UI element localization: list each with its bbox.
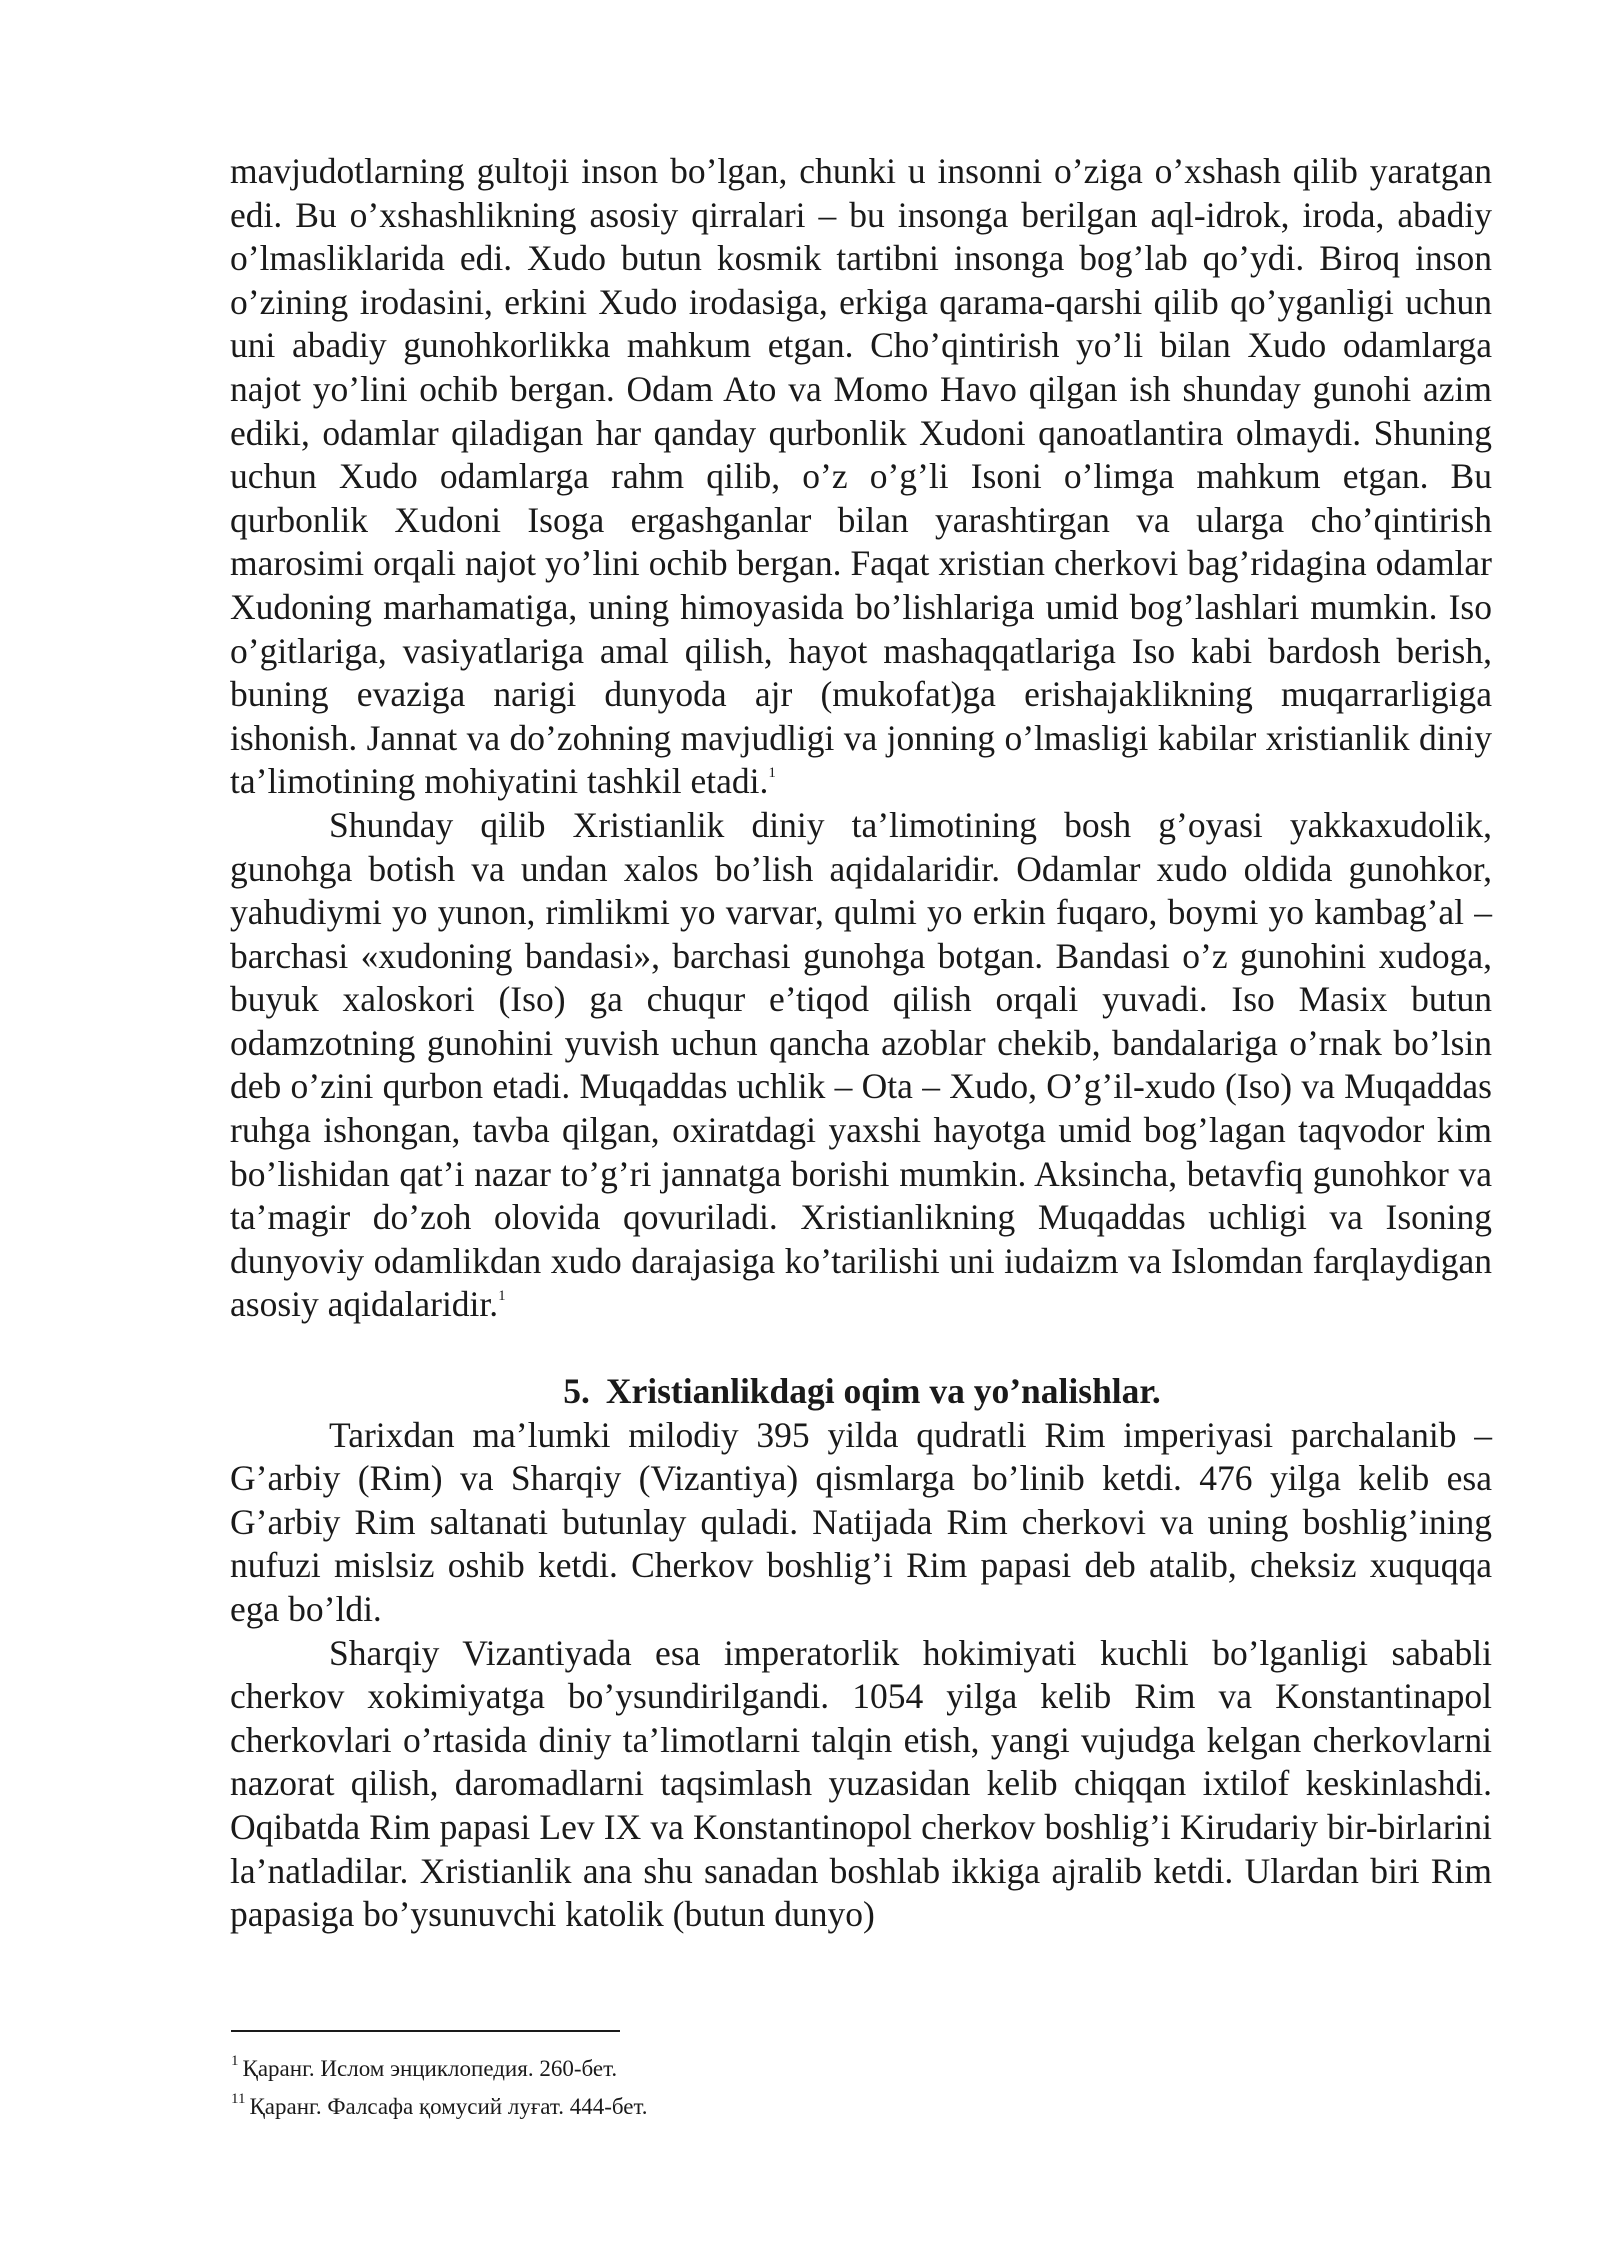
footnote-reference[interactable]: 1 xyxy=(498,1288,506,1305)
footnote-mark: 11 xyxy=(231,2091,246,2107)
paragraph-3-text: Tarixdan ma’lumki milodiy 395 yilda qudratli Rim imperiyasi parchalanib – G’arbiy (Rim) va Sharqiy (Vizantiya) qismlarga bo’linib ketdi. 476 yilga kelib esa G’arbiy Rim saltanati butunlay quladi. Natijada Rim cherkovi va uning boshlig’ining nufuzi mislsiz oshib ketdi. Cherkov boshlig’i Rim papasi deb atalib, cheksiz xuquqqa ega bo’ldi. xyxy=(230,1414,1492,1629)
body-paragraph-2 xyxy=(230,804,1492,1327)
footnote-text: Қаранг. Ислом энциклопедия. 260-бет. xyxy=(242,2056,618,2081)
paragraph-1-text: mavjudotlarning gultoji inson bo’lgan, chunki u insonni o’ziga o’xshash qilib yaratgan edi. Bu o’xshashlikning asosiy qirralari – bu insonga berilgan aql-idrok, iroda, abadiy o’lmasliklarida edi. Xudo butun kosmik tartibni insonga bog’lab qo’ydi. Biroq inson o’zining irodasini, erkini Xudo irodasiga, erkiga qarama-qarshi qilib qo’yganligi uchun uni abadiy gunohkorlikka mahkum etgan. Cho’qintirish yo’li bilan Xudo odamlarga najot yo’lini ochib bergan. Odam Ato va Momo Havo qilgan ish shunday gunohi azim ediki, odamlar qiladigan har qanday qurbonlik Xudoni qanoatlantira olmaydi. Shuning uchun Xudo odamlarga rahm qilib, o’z o’g’li Isoni o’limga mahkum etgan. Bu qurbonlik Xudoni Isoga ergashganlar bilan yarashtirgan va ularga cho’qintirish marosimi orqali najot yo’lini ochib bergan. Faqat xristian cherkovi bag’ridagina odamlar Xudoning marhamatiga, uning himoyasida bo’lishlariga umid bog’lashlari mumkin. Iso o’gitlariga, vasiyatlariga amal qilish, hayot mashaqqatlariga Iso kabi bardosh berish, buning evaziga narigi dunyoda ajr (mukofat)ga erishajaklikning muqarrarligiga ishonish. Jannat va do’zohning mavjudligi va jonning o’lmasligi kabilar xristianlik diniy ta’limotining mohiyatini tashkil etadi. xyxy=(230,151,1492,802)
paragraph-2-text: Shunday qilib Xristianlik diniy ta’limotining bosh g’oyasi yakkaxudolik, gunohga botish va undan xalos bo’lish aqidalaridir. Odamlar xudo oldida gunohkor, yahudiymi yo yunon, rimlikmi yo varvar, qulmi yo erkin fuqaro, boymi yo kambag’al – barchasi «xudoning bandasi», barchasi gunohga botgan. Bandasi o’z gunohini xudoga, buyuk xaloskori (Iso) ga chuqur e’tiqod qilish orqali yuvadi. Iso Masix butun odamzotning gunohini yuvish uchun qancha azoblar chekib, bandalariga o’rnak bo’lsin deb o’zini qurbon etadi. Muqaddas uchlik – Ota – Xudo, O’g’il-xudo (Iso) va Muqaddas ruhga ishongan, tavba qilgan, oxiratdagi yaxshi hayotga umid bog’lagan taqvodor kim bo’lishidan qat’i nazar to’g’ri jannatga borishi mumkin. Aksincha, betavfiq gunohkor va ta’magir do’zoh olovida qovuriladi. Xristianlikning Muqaddas uchligi va Isoning dunyoviy odamlikdan xudo darajasiga ko’tarilishi uni iudaizm va Islomdan farqlaydigan asosiy aqidalaridir. xyxy=(230,804,1492,1325)
footnote-2 xyxy=(231,2088,1431,2126)
body-paragraph-4 xyxy=(230,1632,1492,1937)
page-body xyxy=(230,150,1492,1937)
body-paragraph-3 xyxy=(230,1414,1492,1632)
footnote-separator xyxy=(231,2030,620,2032)
footnotes-area xyxy=(231,2050,1431,2126)
footnote-1 xyxy=(231,2050,1431,2088)
footnote-mark: 1 xyxy=(231,2053,239,2069)
footnote-text: Қаранг. Фалсафа қомусий луғат. 444-бет. xyxy=(249,2094,648,2119)
section-heading xyxy=(230,1370,1492,1414)
section-title: Xristianlikdagi oqim va yo’nalishlar. xyxy=(605,1371,1161,1412)
paragraph-4-text: Sharqiy Vizantiyada esa imperatorlik hokimiyati kuchli bo’lganligi sababli cherkov xokimiyatga bo’ysundirilgandi. 1054 yilga kelib Rim va Konstantinapol cherkovlari o’rtasida diniy ta’limotlarni talqin etish, yangi vujudga kelgan cherkovlarni nazorat qilish, daromadlarni taqsimlash yuzasidan kelib chiqqan ixtilof keskinlashdi. Oqibatda Rim papasi Lev IX va Konstantinopol cherkov boshlig’i Kirudariy bir-birlarini la’natladilar. Xristianlik ana shu sanadan boshlab ikkiga ajralib ketdi. Ulardan biri Rim papasiga bo’ysunuvchi katolik (butun dunyo) xyxy=(230,1632,1492,1935)
section-number: 5. xyxy=(563,1371,590,1412)
footnote-reference[interactable]: 1 xyxy=(768,765,776,782)
body-paragraph-1 xyxy=(230,150,1492,804)
